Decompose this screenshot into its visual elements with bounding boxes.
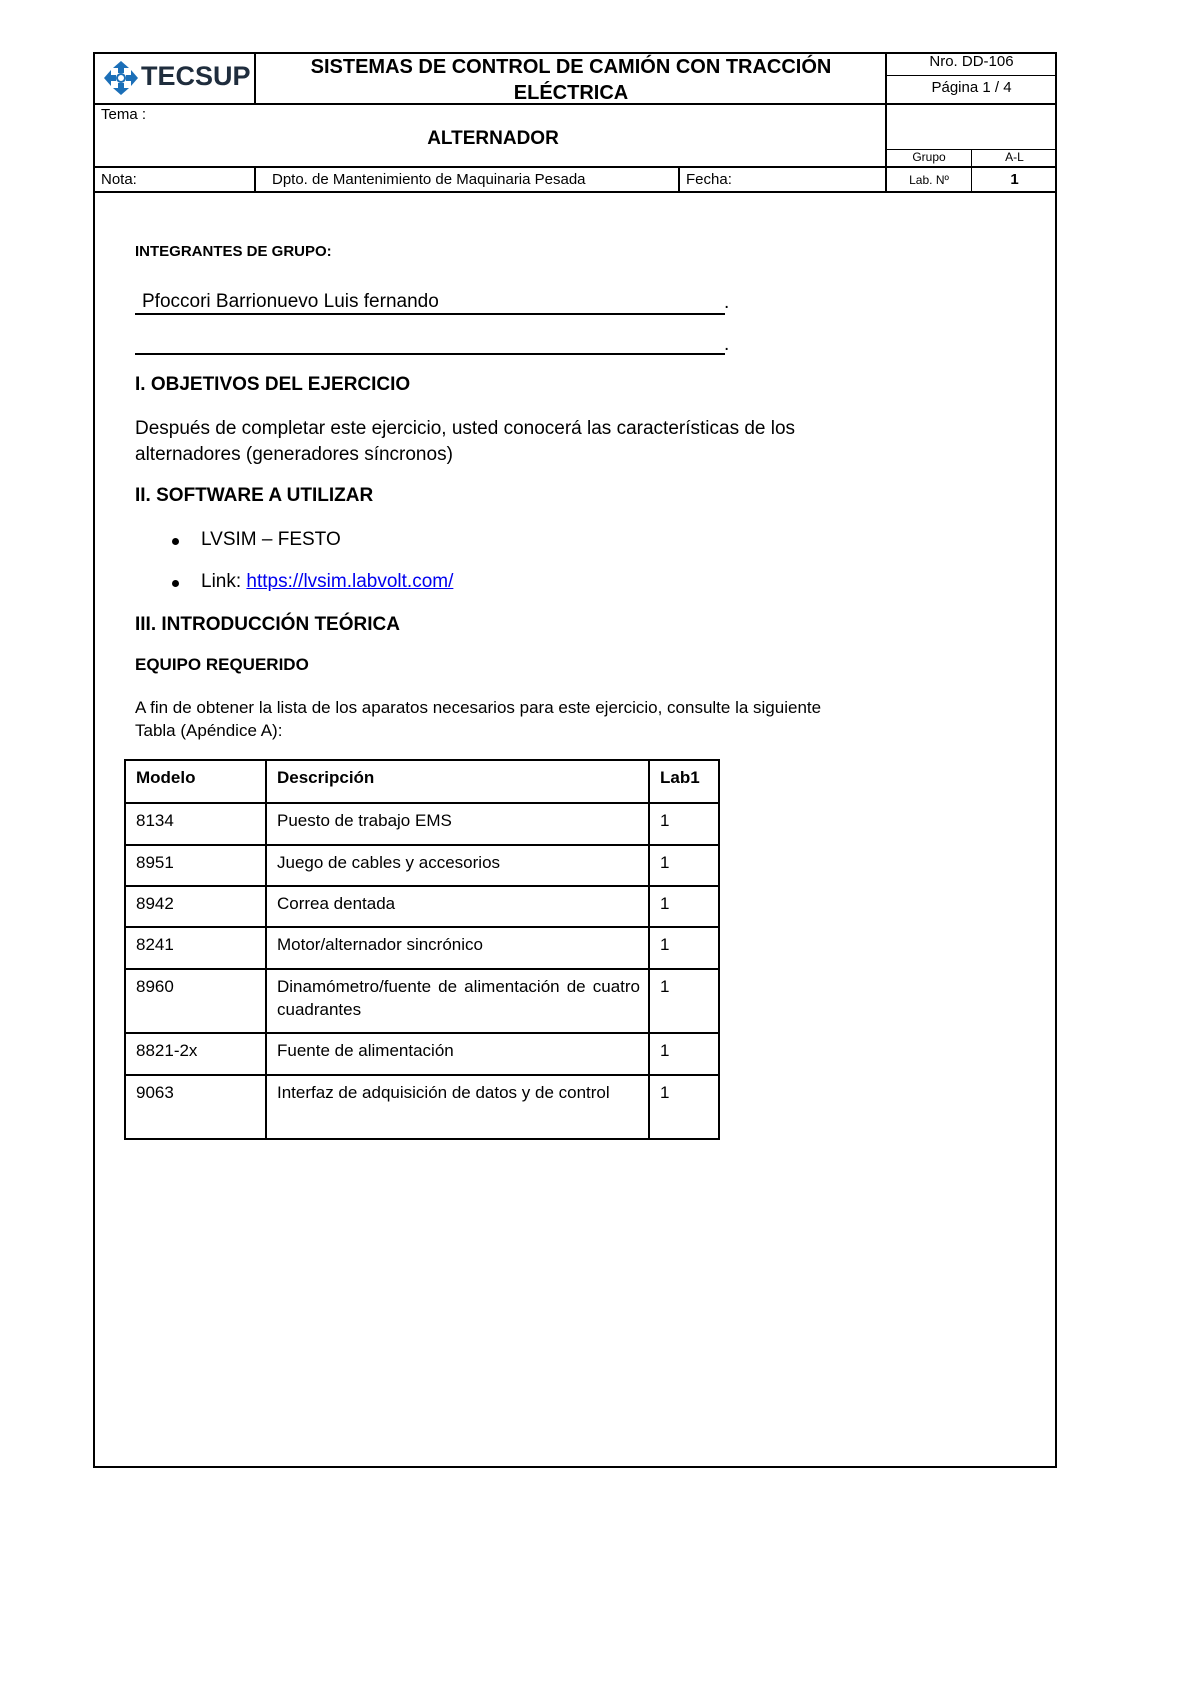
fecha-label: Fecha: <box>686 171 732 188</box>
lab-value: 1 <box>1010 171 1019 188</box>
bullet-icon <box>172 538 179 545</box>
integrantes-heading: INTEGRANTES DE GRUPO: <box>135 243 332 260</box>
cell-modelo: 8134 <box>125 803 266 845</box>
logo-text: TECSUP <box>141 61 251 91</box>
table-row <box>125 927 719 969</box>
tema-label: Tema : <box>101 106 147 123</box>
table-row <box>125 1033 719 1075</box>
cell-lab1: 1 <box>649 886 719 927</box>
cell-modelo: 8241 <box>125 927 266 969</box>
tecsup-logo <box>101 58 251 98</box>
header-divider <box>93 191 1057 193</box>
lvsim-link[interactable]: https://lvsim.labvolt.com/ <box>246 571 454 592</box>
table-row <box>125 1075 719 1139</box>
tecsup-logo-icon <box>101 58 141 98</box>
department: Dpto. de Mantenimiento de Maquinaria Pesada <box>272 171 586 188</box>
lab-label: Lab. Nº <box>909 173 949 187</box>
table-row <box>125 845 719 886</box>
cell-lab1: 1 <box>649 803 719 845</box>
cell-modelo: 8960 <box>125 969 266 1033</box>
equipo-intro-line-2: Tabla (Apéndice A): <box>135 721 283 740</box>
column-header-descripcion: Descripción <box>266 760 649 803</box>
tema-value: ALTERNADOR <box>427 128 559 149</box>
cell-descripcion: Juego de cables y accesorios <box>266 845 649 886</box>
line-end-dot: . <box>724 334 730 355</box>
cell-descripcion: Motor/alternador sincrónico <box>266 927 649 969</box>
page-number: Página 1 / 4 <box>931 79 1012 96</box>
header-divider <box>678 166 680 192</box>
table-row <box>125 886 719 927</box>
cell-descripcion: Interfaz de adquisición de datos y de control <box>266 1075 649 1139</box>
cell-descripcion: Correa dentada <box>266 886 649 927</box>
column-header-lab1: Lab1 <box>649 760 719 803</box>
cell-lab1: 1 <box>649 1075 719 1139</box>
table-header-row <box>125 760 719 803</box>
cell-lab1: 1 <box>649 927 719 969</box>
section-objetivos-heading: I. OBJETIVOS DEL EJERCICIO <box>135 374 411 395</box>
member-name: Pfoccori Barrionuevo Luis fernando <box>142 291 439 312</box>
member-line-2[interactable] <box>135 332 725 355</box>
doc-number: Nro. DD-106 <box>929 53 1014 70</box>
equipo-intro-line-1: A fin de obtener la lista de los aparatos necesarios para este ejercicio, consulte la siguiente <box>135 698 822 717</box>
software-item-lvsim: LVSIM – FESTO <box>201 529 341 550</box>
member-line-1[interactable] <box>135 291 725 315</box>
equipo-intro-text <box>135 696 821 742</box>
link-label: Link: <box>201 571 247 592</box>
section-objetivos-body <box>135 416 795 468</box>
cell-lab1: 1 <box>649 969 719 1033</box>
cell-descripcion: Puesto de trabajo EMS <box>266 803 649 845</box>
title-line-1: SISTEMAS DE CONTROL DE CAMIÓN CON TRACCIÓN <box>310 56 832 78</box>
objetivos-line-2: alternadores (generadores síncronos) <box>135 444 453 465</box>
header-divider <box>886 75 1057 76</box>
cell-modelo: 8821-2x <box>125 1033 266 1075</box>
title-line-2: ELÉCTRICA <box>513 82 629 104</box>
cell-descripcion: Fuente de alimentación <box>266 1033 649 1075</box>
objetivos-line-1: Después de completar este ejercicio, usted conocerá las características de los <box>135 418 796 439</box>
nota-label: Nota: <box>101 171 137 188</box>
table-row <box>125 803 719 845</box>
grupo-label: Grupo <box>912 150 946 164</box>
table-row <box>125 969 719 1033</box>
bullet-icon <box>172 580 179 587</box>
cell-lab1: 1 <box>649 845 719 886</box>
cell-modelo: 8951 <box>125 845 266 886</box>
software-item-link <box>201 571 453 593</box>
cell-lab1: 1 <box>649 1033 719 1075</box>
equipo-requerido-heading: EQUIPO REQUERIDO <box>135 655 309 674</box>
section-software-heading: II. SOFTWARE A UTILIZAR <box>135 485 374 506</box>
header-divider <box>254 166 256 192</box>
section-introduccion-heading: III. INTRODUCCIÓN TEÓRICA <box>135 614 400 635</box>
cell-modelo: 9063 <box>125 1075 266 1139</box>
line-end-dot: . <box>724 292 730 313</box>
grupo-value: A-L <box>1005 150 1024 164</box>
header-divider <box>93 166 1057 168</box>
document-title <box>256 54 886 106</box>
cell-modelo: 8942 <box>125 886 266 927</box>
equipment-table <box>124 759 720 1140</box>
column-header-modelo: Modelo <box>125 760 266 803</box>
cell-descripcion: Dinamómetro/fuente de alimentación de cuatro cuadrantes <box>266 969 649 1033</box>
